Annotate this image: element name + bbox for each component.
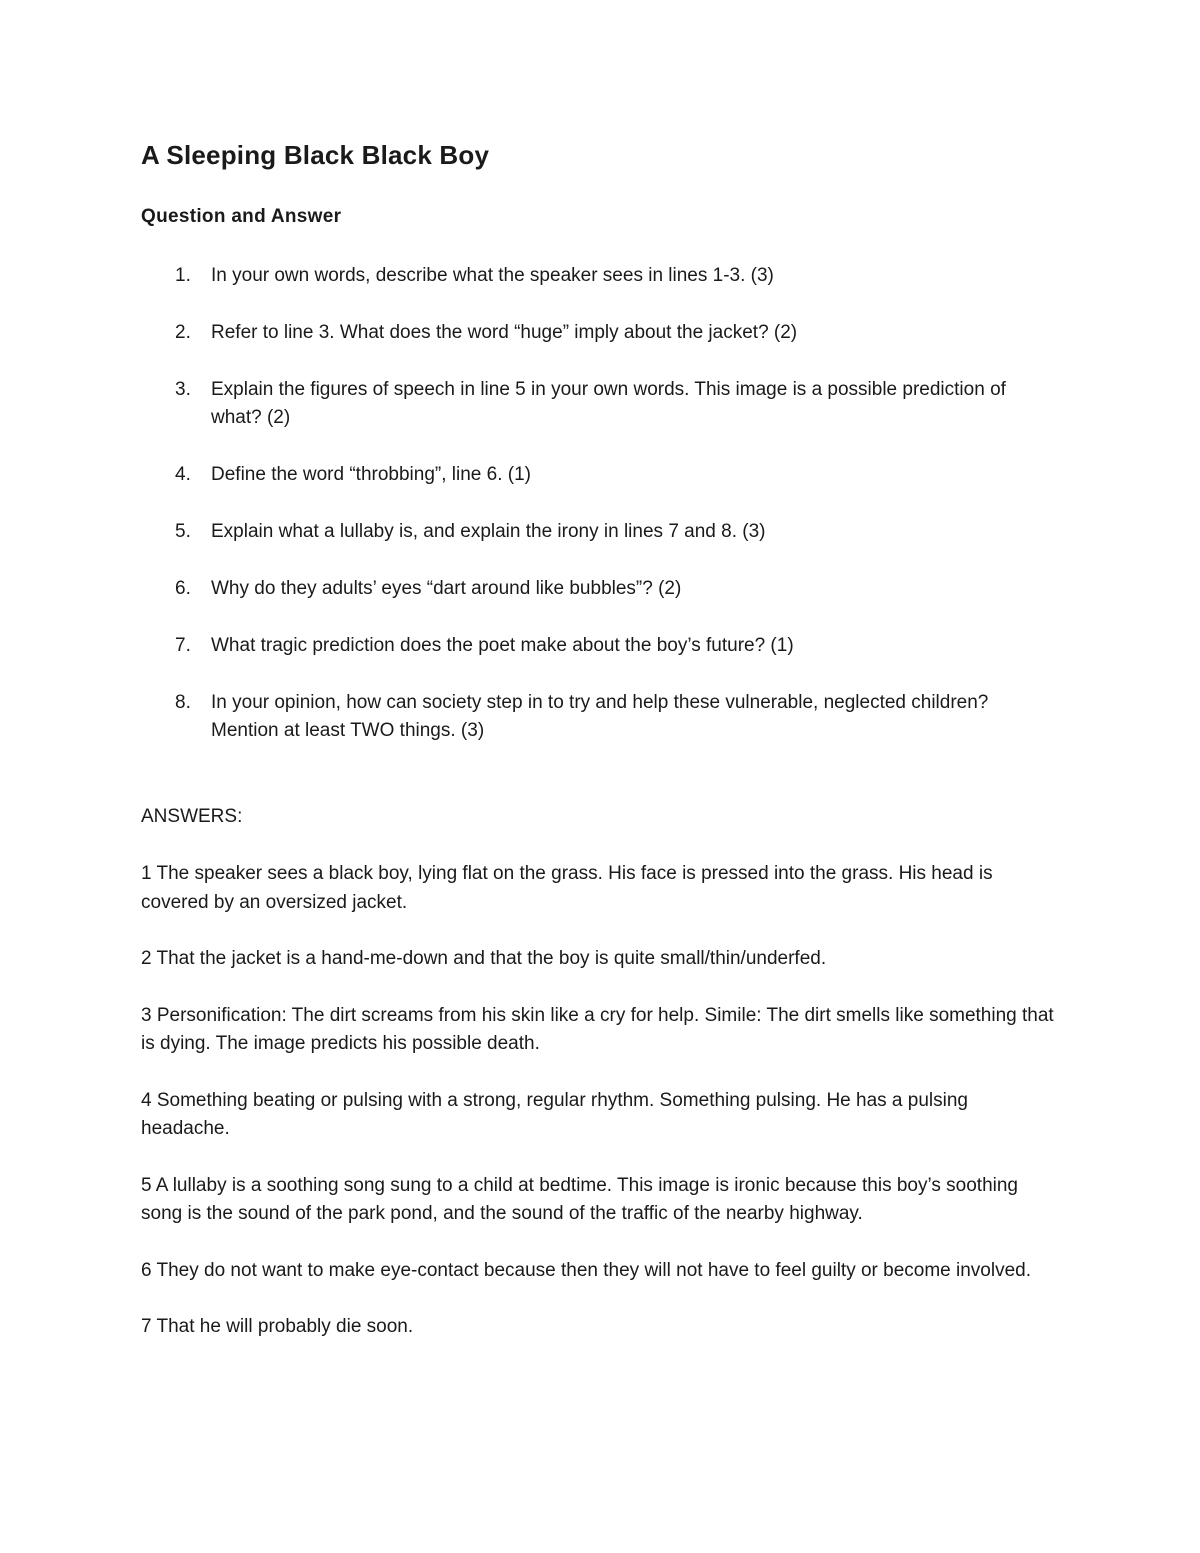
question-item [141,262,1041,290]
answer-item: 4 Something beating or pulsing with a strong, regular rhythm. Something pulsing. He has a pulsing headache. [141,1089,968,1139]
question-item [141,461,1041,489]
question-text: In your own words, describe what the speaker sees in lines 1-3. (3) [211,265,774,286]
question-number: 4. [175,464,191,485]
section-subtitle: Question and Answer [141,206,342,227]
question-number: 3. [175,379,191,400]
question-text: Refer to line 3. What does the word “huge” imply about the jacket? (2) [211,322,798,343]
question-text: Explain what a lullaby is, and explain the irony in lines 7 and 8. (3) [211,521,766,542]
answers-heading: ANSWERS: [141,806,243,827]
question-text: Explain the figures of speech in line 5 in your own words. This image is a possible prediction of what? (2) [211,379,1006,428]
document-title: A Sleeping Black Black Boy [141,140,490,170]
answer-item: 3 Personification: The dirt screams from his skin like a cry for help. Simile: The dirt smells like something that is dying. The image predicts his possible death. [141,1004,1054,1054]
question-number: 1. [175,265,191,286]
question-item [141,319,1041,347]
question-text: In your opinion, how can society step in to try and help these vulnerable, neglected children? Mention at least TWO things. (3) [211,692,989,741]
question-number: 2. [175,322,191,343]
question-number: 5. [175,521,191,542]
answer-item: 6 They do not want to make eye-contact because then they will not have to feel guilty or become involved. [141,1259,1032,1281]
question-item [141,689,1041,745]
question-text: Why do they adults’ eyes “dart around like bubbles”? (2) [211,578,682,599]
answer-item: 2 That the jacket is a hand-me-down and that the boy is quite small/thin/underfed. [141,948,827,969]
question-item [141,376,1041,432]
question-item [141,575,1041,603]
question-item [141,632,1041,660]
question-text: Define the word “throbbing”, line 6. (1) [211,464,531,485]
answer-item: 1 The speaker sees a black boy, lying flat on the grass. His face is pressed into the grass. His head is covered by an oversized jacket. [141,863,993,913]
question-number: 6. [175,578,191,599]
question-text: What tragic prediction does the poet make about the boy’s future? (1) [211,635,794,656]
question-list [141,262,1041,774]
answer-item: 5 A lullaby is a soothing song sung to a child at bedtime. This image is ironic because this boy’s soothing song is the sound of the park pond, and the sound of the traffic of the nearby highway. [141,1174,1018,1224]
answer-list [141,860,1056,1370]
question-number: 7. [175,635,191,656]
answer-item: 7 That he will probably die soon. [141,1316,414,1337]
question-item [141,518,1041,546]
question-number: 8. [175,692,191,713]
